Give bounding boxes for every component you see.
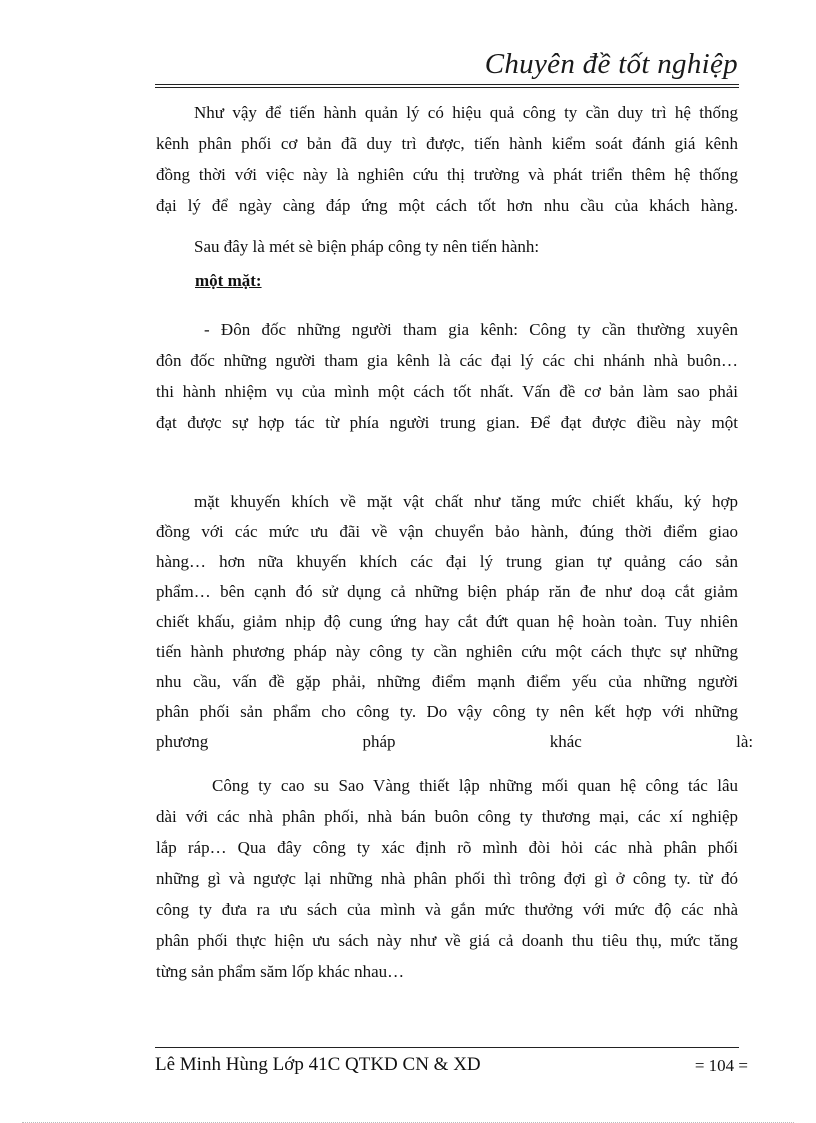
header-rule (155, 84, 739, 85)
header-rule-2 (155, 87, 739, 88)
paragraph-line: phân phối thực hiện ưu sách này như về giá cả doanh thu tiêu thụ, mức tăng (156, 931, 738, 950)
section-heading: một mặt: (195, 271, 262, 290)
paragraph-line: đồng với các mức ưu đãi về vận chuyển bảo hành, đúng thời điểm giao (156, 522, 738, 541)
paragraph-line: tiến hành phương pháp này công ty cần nghiên cứu một cách thực sự những (156, 642, 738, 661)
paragraph-line: lắp ráp… Qua đây công ty xác định rõ mình đòi hỏi các nhà phân phối (156, 838, 738, 857)
paragraph-line: thi hành nhiệm vụ của mình một cách tốt nhất. Vấn đề cơ bản làm sao phải (156, 382, 738, 401)
paragraph-line: từng sản phẩm săm lốp khác nhau… (156, 962, 405, 981)
footer-rule (155, 1047, 739, 1048)
paragraph-line: Công ty cao su Sao Vàng thiết lập những mối quan hệ công tác lâu (212, 776, 738, 795)
paragraph-line: Sau đây là mét sè biện pháp công ty nên tiến hành: (194, 237, 540, 256)
paragraph-2 (156, 231, 738, 262)
page-number: = 104 = (694, 1056, 748, 1075)
paragraph-line: kênh phân phối cơ bản đã duy trì được, tiến hành kiểm soát đánh giá kênh (156, 134, 738, 153)
paragraph-5 (156, 770, 738, 987)
footer-author: Lê Minh Hùng Lớp 41C QTKD CN & XD (155, 1054, 481, 1075)
paragraph-line: phân phối sản phẩm cho công ty. Do vậy công ty nên kết hợp với những (156, 702, 738, 721)
paragraph-line: đồng thời với việc này là nghiên cứu thị trường và phát triển thêm hệ thống (156, 165, 738, 184)
paragraph-line: phẩm… bên cạnh đó sử dụng cả những biện pháp răn đe như doạ cắt giảm (156, 582, 738, 601)
paragraph-line: chiết khấu, giảm nhịp độ cung ứng hay cắt đứt quan hệ hoàn toàn. Tuy nhiên (156, 612, 738, 631)
page-header-title: Chuyên đề tốt nghiệp (484, 48, 738, 80)
paragraph-line: đôn đốc những người tham gia kênh là các đại lý các chi nhánh nhà buôn… (156, 351, 738, 370)
paragraph-line: đại lý để ngày càng đáp ứng một cách tốt hơn nhu cầu của khách hàng. (156, 196, 738, 215)
paragraph-line: đạt được sự hợp tác từ phía người trung gian. Để đạt được điều này một (156, 413, 738, 432)
paragraph-line: phương pháp khác là: (156, 732, 754, 751)
paragraph-line: hàng… hơn nữa khuyến khích các đại lý trung gian tự quảng cáo sản (156, 552, 738, 571)
paragraph-line: Như vậy để tiến hành quản lý có hiệu quả công ty cần duy trì hệ thống (194, 103, 738, 122)
paragraph-line: mặt khuyến khích về mặt vật chất như tăng mức chiết khấu, ký hợp (194, 492, 738, 511)
paragraph-1 (156, 97, 738, 221)
paragraph-3 (156, 314, 738, 438)
paragraph-line: nhu cầu, vấn đề gặp phải, những điểm mạnh điểm yếu của những người (156, 672, 738, 691)
paragraph-4 (156, 487, 754, 757)
paragraph-line: công ty đưa ra ưu sách của mình và gắn mức thưởng với mức độ các nhà (156, 900, 738, 919)
paragraph-line: những gì và ngược lại những nhà phân phối thì trông đợi gì ở công ty. từ đó (156, 869, 738, 888)
paragraph-line: - Đôn đốc những người tham gia kênh: Công ty cần thường xuyên (204, 320, 738, 339)
paragraph-line: dài với các nhà phân phối, nhà bán buôn công ty thương mại, các xí nghiệp (156, 807, 738, 826)
